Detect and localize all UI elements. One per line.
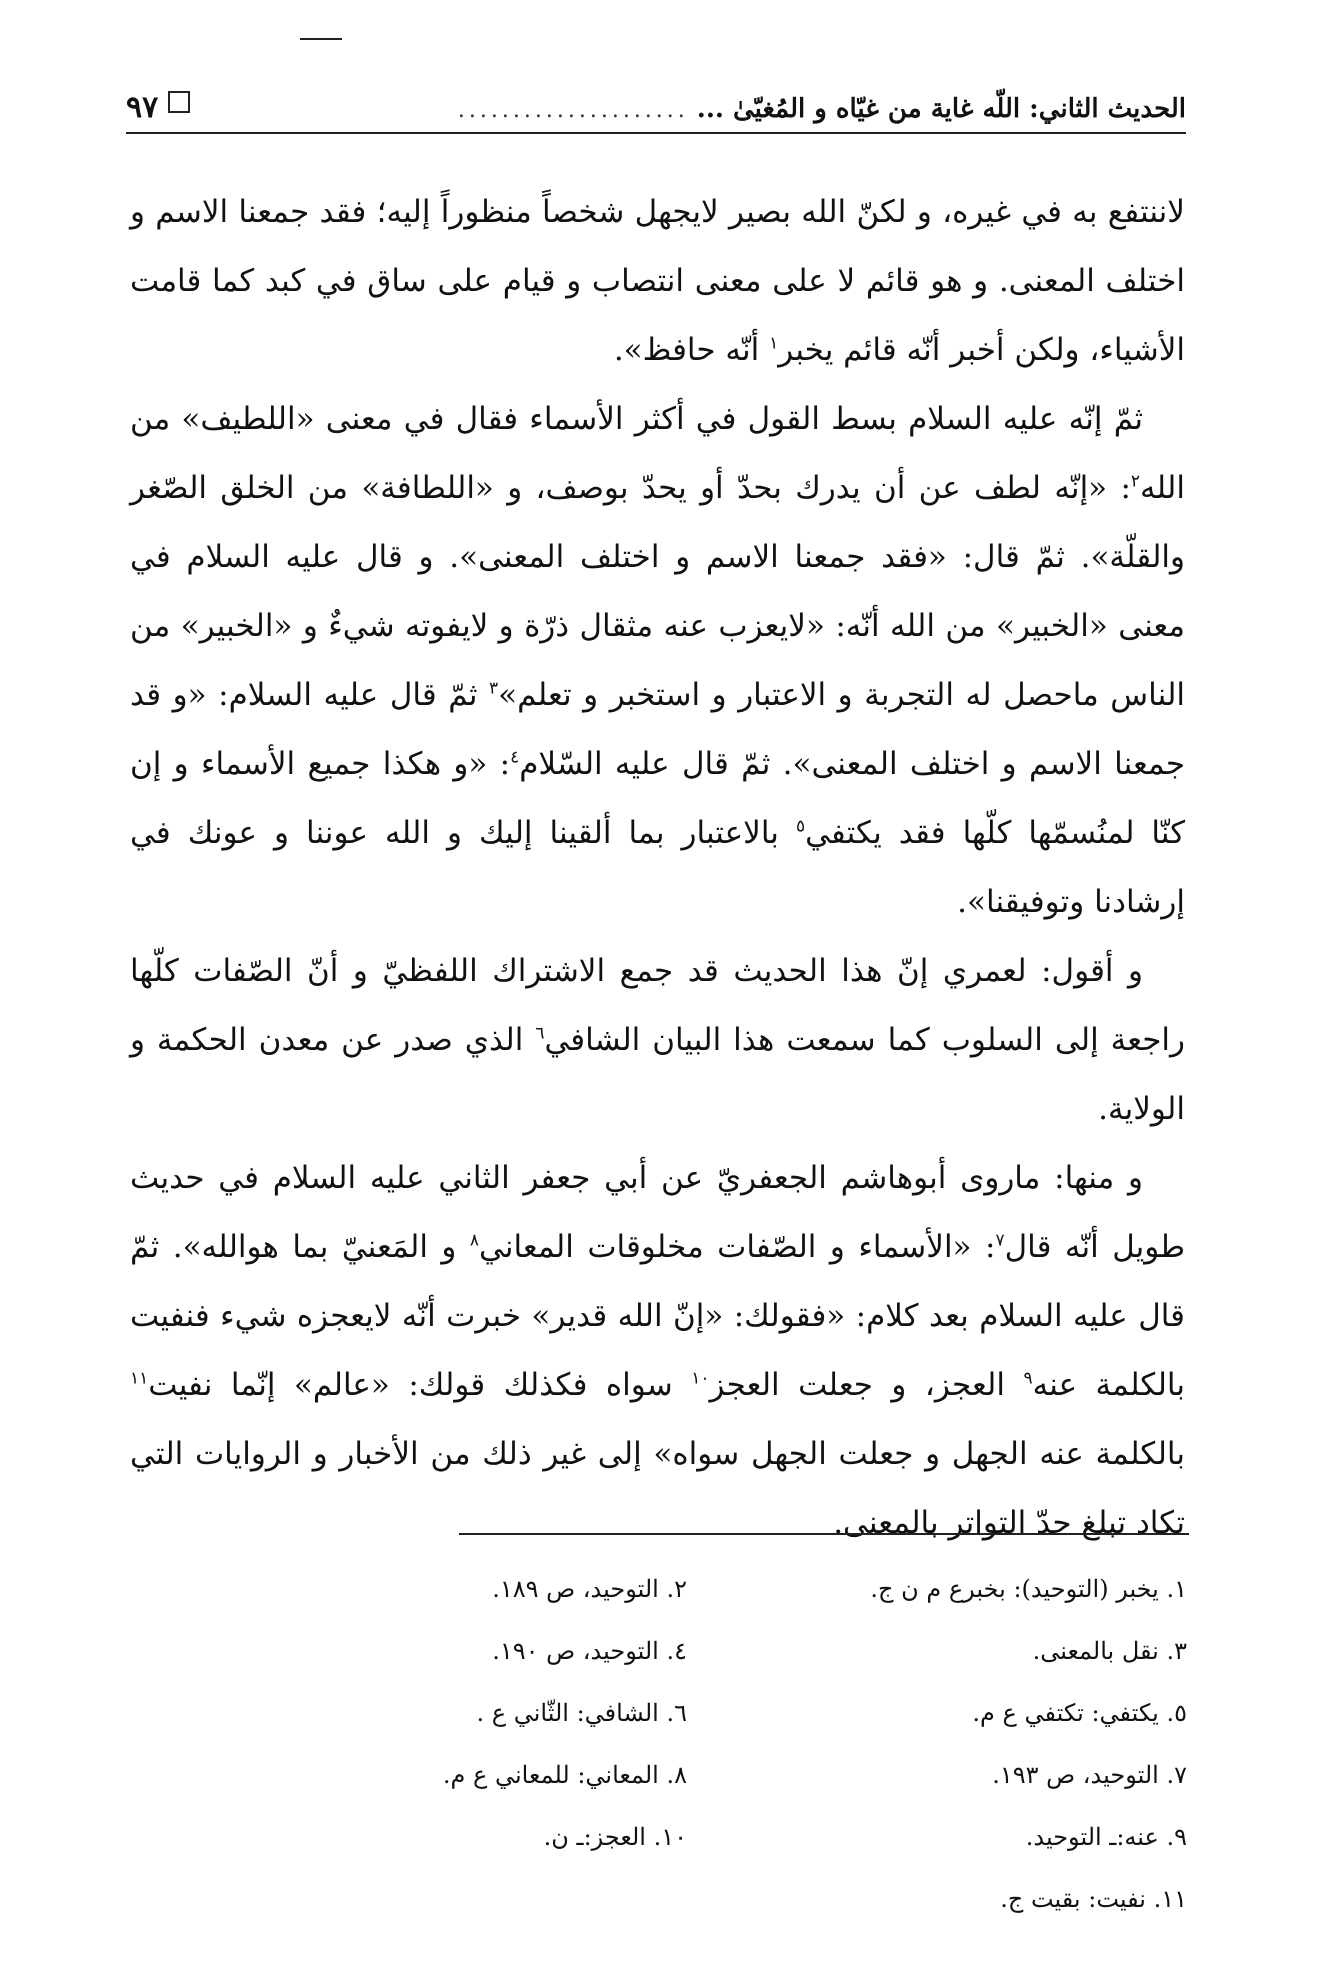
text-run: الذي صدر عن معدن الحكمة و الولاية.	[130, 1022, 1185, 1127]
running-title: الحديث الثاني: اللّه غاية من غيّاه و المُغيّىٰ ...	[696, 94, 1186, 124]
text-run: : «و هكذا جميع الأسماء و إن كنّا لمنُسمّها كلّها فقد يكتفي	[130, 746, 1185, 851]
text-run: و منها: ماروى أبوهاشم الجعفريّ عن أبي جعفر الثاني عليه السلام في حديث طويل أنّه قال	[130, 1160, 1185, 1265]
footnote-marker: ٤	[510, 747, 520, 768]
footnote-marker: ٩	[1023, 1368, 1033, 1389]
footnote-marker: ١	[769, 333, 779, 354]
footnote-item: ١١. نفيت: بقيت ج.	[1000, 1885, 1187, 1913]
footnote-marker: ٦	[535, 1023, 545, 1044]
header-row	[126, 90, 1186, 125]
footnote-item: ٨. المعاني: للمعاني ع م.	[442, 1761, 687, 1789]
footnote-item: ٣. نقل بالمعنى.	[1032, 1637, 1187, 1665]
footnote-item: ١. يخبر (التوحيد): بخبرع م ن ج.	[870, 1575, 1187, 1603]
text-run: : «إنّه لطف عن أن يدرك بحدّ أو يحدّ بوصف، و «اللطافة» من الخلق الصّغر والقلّة». ثمّ قال: «فقد جمعنا الاسم و اختلف المعنى». و قال عليه السلام في معنى «الخبير» من الله أنّه: «لايعزب عنه مثقال ذرّة و لايفوته شيءٌ و «الخبير» من الناس ماحصل له التجربة و الاعتبار و استخبر و تعلم»	[130, 470, 1186, 713]
footnote-marker: ٢	[1130, 471, 1141, 492]
footnote-item: ٥. يكتفي: تكتفي ع م.	[972, 1699, 1187, 1727]
footnote-marker: ٧	[995, 1230, 1005, 1251]
paragraph	[130, 1144, 1185, 1558]
top-mark	[300, 38, 342, 40]
footnote-item: ٤. التوحيد، ص ١٩٠.	[492, 1637, 687, 1665]
footnote-marker: ٥	[795, 816, 806, 837]
paragraph	[130, 178, 1185, 385]
text-run: و المَعنيّ بما هوالله». ثمّ قال عليه السلام بعد كلام: «فقولك: «إنّ الله قدير» خبرت أنّه لايعجزه شيء فنفيت بالكلمة عنه	[130, 1229, 1185, 1403]
page-number: ٩٧	[126, 90, 159, 125]
text-run: سواه فكذلك قولك: «عالم» إنّما نفيت	[148, 1367, 692, 1403]
paragraph	[130, 937, 1185, 1144]
square-ornament	[168, 91, 190, 113]
text-run: : «الأسماء و الصّفات مخلوقات المعاني	[479, 1229, 996, 1265]
leader-dots: .....................	[457, 98, 689, 123]
paragraph	[130, 385, 1185, 937]
footnote-item: ٩. عنه:ـ التوحيد.	[1025, 1823, 1187, 1851]
text-run: أنّه حافظ».	[613, 332, 770, 368]
text-run: بالاعتبار بما ألقينا إليك و الله عوننا و عونك في إرشادنا وتوفيقنا».	[130, 815, 1185, 920]
footnote-item: ٧. التوحيد، ص ١٩٣.	[992, 1761, 1187, 1789]
text-run: بالكلمة عنه الجهل و جعلت الجهل سواه» إلى غير ذلك من الأخبار و الروايات التي تكاد تبلغ حدّ التواتر بالمعنى.	[130, 1436, 1185, 1541]
footnote-marker: ١١	[130, 1368, 149, 1389]
text-run: ثمّ قال عليه السلام: «و قد جمعنا الاسم و اختلف المعنى». ثمّ قال عليه السّلام	[130, 677, 1185, 782]
footnote-separator	[459, 1533, 1189, 1535]
page-header	[126, 86, 1186, 134]
text-run: لاننتفع به في غيره، و لكنّ الله بصير لايجهل شخصاً منظوراً إليه؛ فقد جمعنا الاسم و اختلف المعنى. و هو قائم لا على معنى انتصاب و قيام على ساق في كبد كما قامت الأشياء، ولكن أخبر أنّه قائم يخبر	[130, 194, 1185, 368]
text-run: و أقول: لعمري إنّ هذا الحديث قد جمع الاشتراك اللفظيّ و أنّ الصّفات كلّها راجعة إلى السلوب كما سمعت هذا البيان الشافي	[130, 953, 1185, 1058]
main-text	[130, 178, 1185, 1558]
footnote-marker: ١٠	[691, 1368, 710, 1389]
footnote-marker: ٣	[489, 678, 499, 699]
text-run: العجز، و جعلت العجز	[709, 1367, 1024, 1403]
text-run: ثمّ إنّه عليه السلام بسط القول في أكثر الأسماء فقال في معنى «اللطيف» من الله	[130, 401, 1185, 506]
footnotes	[207, 1560, 1187, 1928]
footnote-item: ٢. التوحيد، ص ١٨٩.	[492, 1575, 687, 1603]
footnote-item: ٦. الشافي: الثّاني ع .	[476, 1699, 687, 1727]
footnote-item: ١٠. العجز:ـ ن.	[543, 1823, 687, 1851]
footnote-marker: ٨	[469, 1230, 480, 1251]
